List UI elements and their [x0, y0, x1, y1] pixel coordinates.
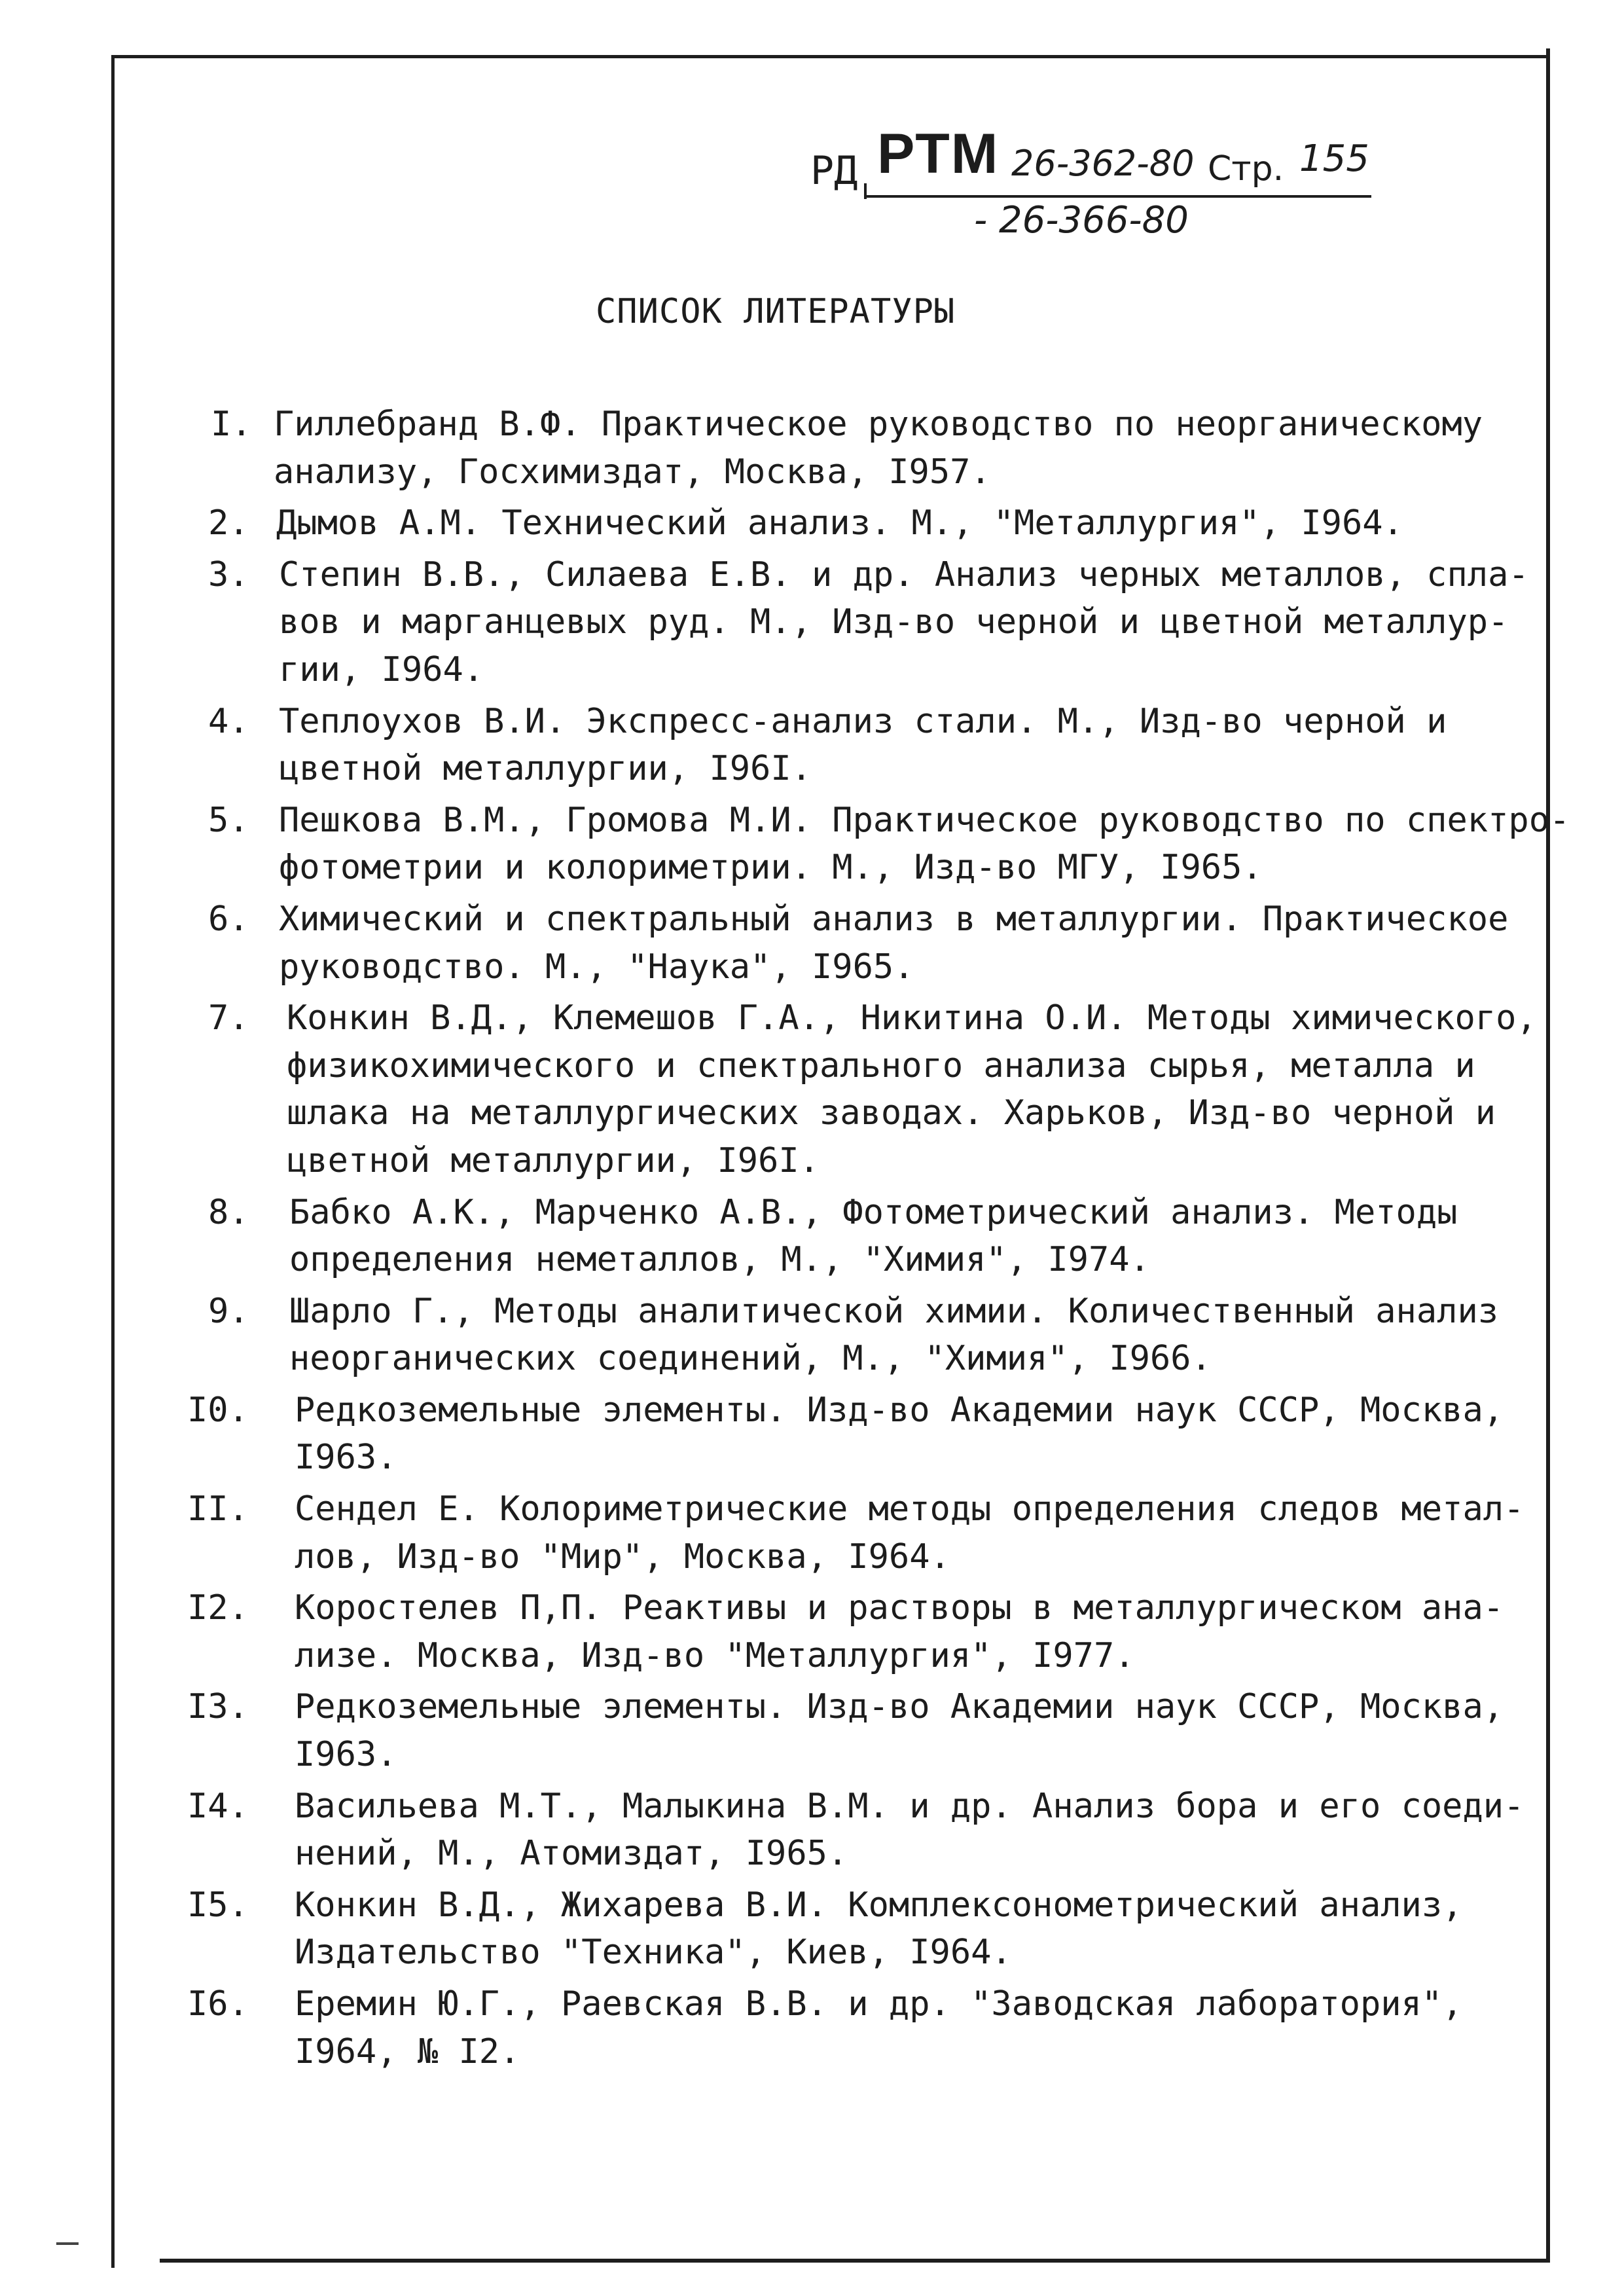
reference-text-line: Конкин В.Д., Клемешов Г.А., Никитина О.И. Методы химического, — [287, 998, 1537, 1038]
reference-item — [187, 1485, 1540, 1580]
header-page-number: 155 — [1299, 137, 1369, 180]
reference-text-line: Еремин Ю.Г., Раевская В.В. и др. "Заводская лаборатория", — [295, 1984, 1463, 2024]
reference-text-line: гии, I964. — [279, 649, 484, 689]
reference-number: I2. — [187, 1588, 249, 1628]
reference-number: 3. — [208, 555, 249, 594]
reference-item — [208, 500, 1540, 547]
reference-text-line: цветной металлургии, I96I. — [287, 1140, 820, 1180]
reference-text-line: Химический и спектральный анализ в металлургии. Практическое — [279, 899, 1509, 939]
reference-number: 4. — [208, 701, 249, 741]
reference-item — [187, 1584, 1540, 1679]
reference-number: 9. — [208, 1291, 249, 1331]
page-title: СПИСОК ЛИТЕРАТУРЫ — [596, 292, 956, 331]
header-code: РТМ — [877, 122, 1000, 185]
frame-bottom-border — [160, 2259, 1550, 2263]
reference-item — [187, 1783, 1540, 1878]
reference-number: 7. — [208, 998, 249, 1038]
reference-number: I4. — [187, 1786, 249, 1826]
reference-number: I5. — [187, 1885, 249, 1925]
reference-text-line: определения неметаллов, М., "Химия", I974. — [289, 1240, 1150, 1280]
reference-item — [208, 698, 1540, 793]
reference-text-line: физикохимического и спектрального анализа сырья, металла и — [287, 1046, 1475, 1085]
reference-text-line: I963. — [295, 1735, 397, 1775]
reference-text-line: Редкоземельные элементы. Изд-во Академии наук СССР, Москва, — [295, 1390, 1504, 1430]
frame-right-border — [1546, 48, 1550, 2261]
reference-number: I. — [211, 405, 252, 444]
reference-number: I3. — [187, 1687, 249, 1727]
reference-text-line: Сендел Е. Колориметрические методы определения следов метал- — [295, 1489, 1525, 1529]
header-underline-tick — [864, 183, 867, 199]
reference-text-line: фотометрии и колориметрии. М., Изд-во МГУ, I965. — [279, 848, 1263, 888]
reference-text-line: Васильева М.Т., Малыкина В.М. и др. Анализ бора и его соеди- — [295, 1786, 1525, 1826]
reference-text-line: анализу, Госхимиздат, Москва, I957. — [274, 452, 991, 492]
reference-number: 6. — [208, 899, 249, 939]
reference-text-line: Бабко А.К., Марченко А.В., Фотометрический анализ. Методы — [289, 1192, 1458, 1232]
reference-text-line: Конкин В.Д., Жихарева В.И. Комплексонометрический анализ, — [295, 1885, 1463, 1925]
reference-item — [187, 1683, 1540, 1778]
reference-item — [208, 1288, 1540, 1383]
reference-item — [208, 797, 1570, 892]
reference-text-line: лизе. Москва, Изд-во "Металлургия", I977. — [295, 1635, 1135, 1675]
reference-text-line: Теплоухов В.И. Экспресс-анализ стали. М., Изд-во черной и — [279, 701, 1447, 741]
reference-item — [208, 551, 1540, 694]
reference-text-line: шлака на металлургических заводах. Харьков, Изд-во черной и — [287, 1093, 1496, 1133]
reference-item — [211, 401, 1540, 496]
reference-text-line: вов и марганцевых руд. М., Изд-во черной и цветной металлур- — [279, 602, 1509, 642]
reference-text-line: неорганических соединений, М., "Химия", I966. — [289, 1339, 1212, 1379]
header-number: 26-362-80 — [1011, 143, 1195, 184]
reference-number: 5. — [208, 800, 249, 840]
reference-item — [187, 1980, 1540, 2075]
reference-item — [208, 896, 1540, 991]
reference-text-line: I963. — [295, 1438, 397, 1478]
reference-text-line: Издательство "Техника", Киев, I964. — [295, 1933, 1012, 1973]
reference-text-line: Гиллебранд В.Ф. Практическое руководство по неорганическому — [274, 405, 1483, 444]
reference-text-line: Шарло Г., Методы аналитической химии. Количественный анализ — [289, 1291, 1499, 1331]
margin-mark — [56, 2242, 79, 2245]
reference-number: II. — [187, 1489, 249, 1529]
reference-number: I0. — [187, 1390, 249, 1430]
reference-text-line: Пешкова В.М., Громова М.И. Практическое руководство по спектро- — [279, 800, 1570, 840]
reference-item — [208, 1189, 1540, 1284]
reference-number: 8. — [208, 1192, 249, 1232]
reference-number: I6. — [187, 1984, 249, 2024]
header-second-number: - 26-366-80 — [974, 199, 1189, 242]
reference-text-line: Коростелев П,П. Реактивы и растворы в металлургическом ана- — [295, 1588, 1504, 1628]
frame-left-border — [111, 55, 115, 2268]
header-page-label: Стр. — [1208, 149, 1284, 189]
reference-item — [187, 1387, 1540, 1482]
reference-text-line: нений, М., Атомиздат, I965. — [295, 1834, 848, 1874]
frame-top-border — [111, 55, 1548, 58]
reference-text-line: I964, № I2. — [295, 2032, 520, 2071]
reference-text-line: лов, Изд-во "Мир", Москва, I964. — [295, 1537, 950, 1576]
header-underline — [864, 195, 1371, 198]
reference-item — [187, 1882, 1540, 1977]
reference-text-line: Степин В.В., Силаева Е.В. и др. Анализ черных металлов, спла- — [279, 555, 1529, 594]
reference-number: 2. — [208, 503, 249, 543]
reference-text-line: Редкоземельные элементы. Изд-во Академии наук СССР, Москва, — [295, 1687, 1504, 1727]
reference-text-line: руководство. М., "Наука", I965. — [279, 947, 914, 987]
reference-text-line: Дымов А.М. Технический анализ. М., "Металлургия", I964. — [276, 503, 1403, 543]
header-prefix: РД — [810, 148, 858, 194]
reference-text-line: цветной металлургии, I96I. — [279, 749, 812, 789]
reference-item — [208, 994, 1540, 1184]
reference-list — [187, 401, 1570, 2075]
